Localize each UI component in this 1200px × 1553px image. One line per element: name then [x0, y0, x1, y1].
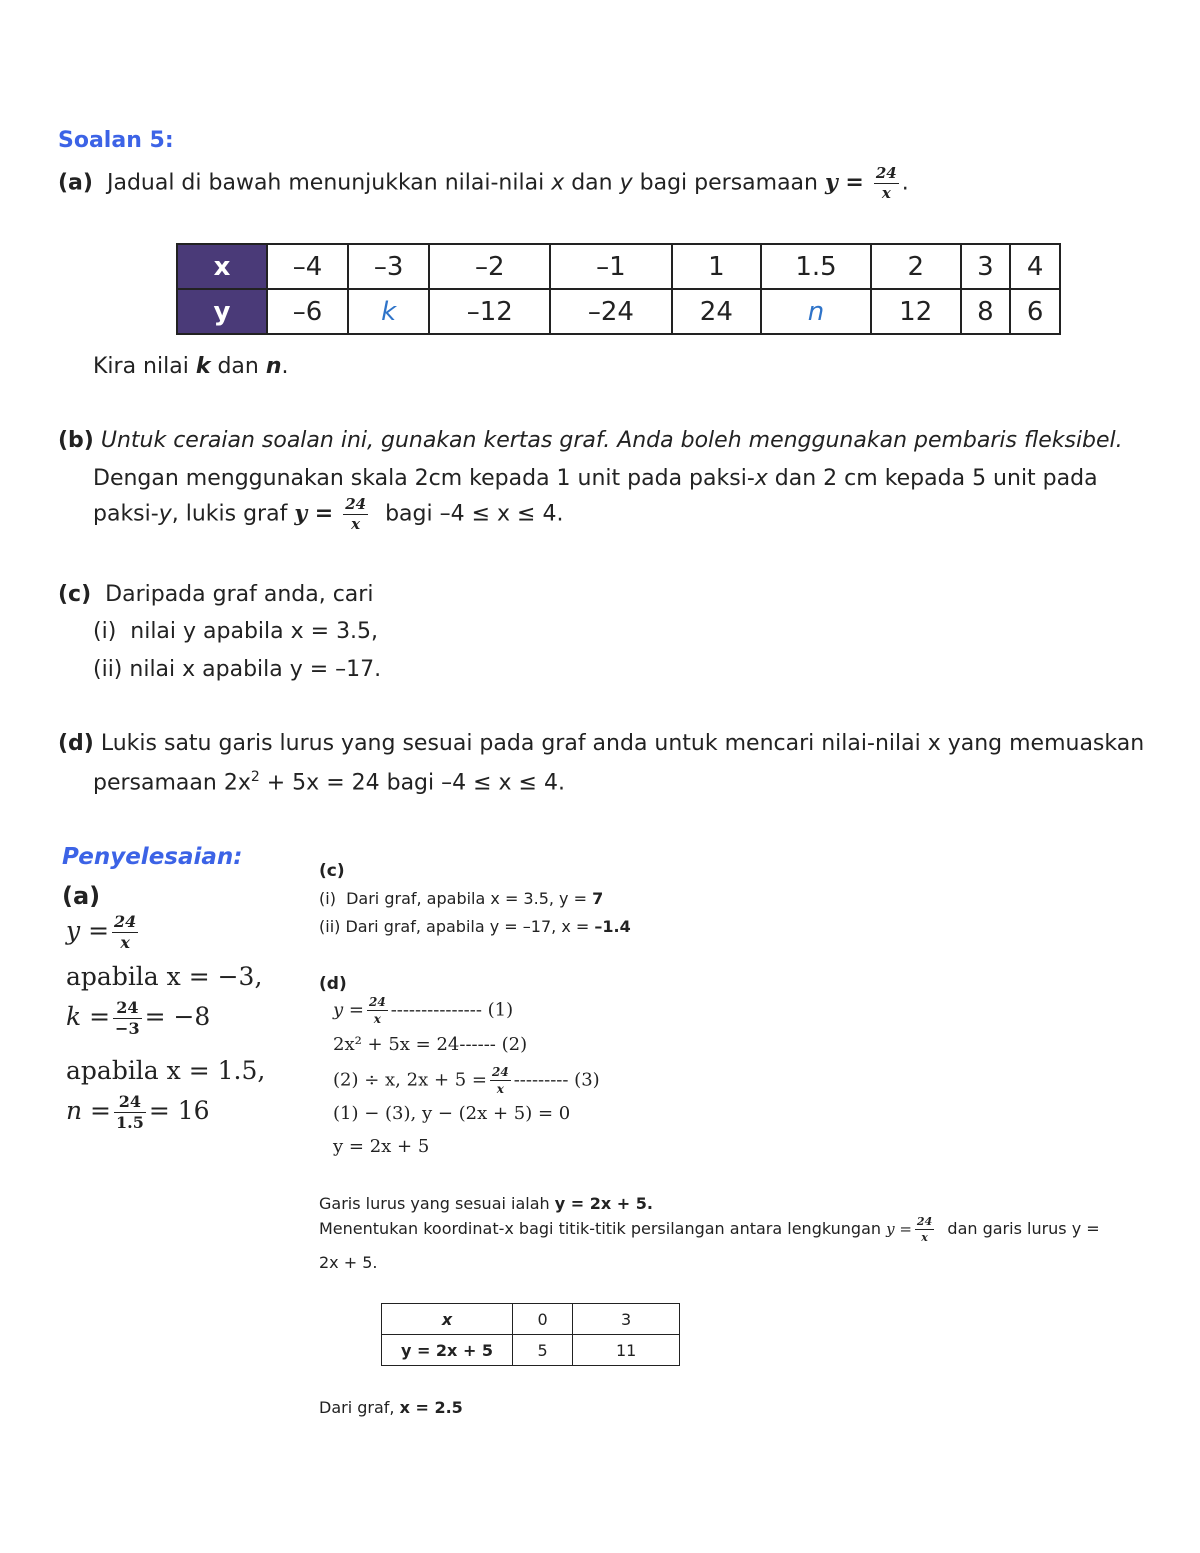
x-cell: 1 — [672, 244, 762, 289]
line-table-cell: 3 — [573, 1304, 680, 1335]
table-row-y — [177, 289, 1060, 334]
question-b-line3: paksi-y, lukis graf y = $\frac{24}{x}$ bagi –4 ≤ x ≤ 4. — [93, 495, 564, 533]
kira-text: Kira nilai k dan n. — [93, 354, 289, 379]
line-table-cell: 5 — [513, 1335, 573, 1366]
question-c-i: (i) nilai y apabila x = 3.5, — [93, 619, 379, 644]
y-cell: 6 — [1010, 289, 1060, 334]
table-row — [382, 1335, 680, 1366]
solution-menentukan-line2: 2x + 5. — [319, 1253, 378, 1272]
row-label-y: y — [177, 289, 267, 334]
question-c-label: (c) — [58, 582, 92, 607]
equation-fraction: $\frac{24}{x}$ — [875, 164, 897, 202]
solution-c-ii: (ii) Dari graf, apabila y = –17, x = –1.4 — [319, 917, 631, 936]
x-cell: 3 — [961, 244, 1011, 289]
x-cell: –2 — [429, 244, 550, 289]
solution-menentukan: Menentukan koordinat-x bagi titik-titik persilangan antara lengkungan y = $\frac{24}{x}$ dan garis lurus y = — [319, 1215, 1100, 1244]
solution-d3: (2) ÷ x, 2x + 5 = $\frac{24}{x}$ --------- (3) — [333, 1065, 600, 1096]
question-c-ii: (ii) nilai x apabila y = –17. — [93, 657, 382, 682]
question-a-label: (a) — [58, 170, 93, 196]
solution-c-i: (i) Dari graf, apabila x = 3.5, y = 7 — [319, 889, 604, 908]
solution-when1: apabila x = −3, — [66, 962, 263, 991]
question-b-label: (b) — [58, 428, 94, 453]
x-cell: 2 — [871, 244, 961, 289]
question-d: (d) Lukis satu garis lurus yang sesuai pada graf anda untuk mencari nilai-nilai x yang memuaskan — [58, 731, 1145, 756]
line-table-header-y: y = 2x + 5 — [382, 1335, 513, 1366]
y-cell-n: n — [761, 289, 871, 334]
question-a: (a) Jadual di bawah menunjukkan nilai-nilai x dan y bagi persamaan y = $\frac{24}{x}$ . — [58, 164, 909, 202]
line-table-header-x: x — [382, 1304, 513, 1335]
solution-d5: y = 2x + 5 — [333, 1136, 430, 1157]
y-cell: –6 — [267, 289, 348, 334]
table-row — [382, 1304, 680, 1335]
solution-garis: Garis lurus yang sesuai ialah y = 2x + 5. — [319, 1194, 653, 1213]
y-cell-k: k — [348, 289, 429, 334]
equation-y: y = — [824, 169, 864, 196]
question-b: (b) Untuk ceraian soalan ini, gunakan kertas graf. Anda boleh menggunakan pembaris fleksibel. — [58, 428, 1123, 453]
solution-d2: 2x² + 5x = 24------ (2) — [333, 1034, 528, 1055]
line-table-cell: 11 — [573, 1335, 680, 1366]
y-cell: 8 — [961, 289, 1011, 334]
solution-a-label: (a) — [62, 882, 101, 910]
y-cell: –24 — [550, 289, 671, 334]
x-cell: 4 — [1010, 244, 1060, 289]
line-table-cell: 0 — [513, 1304, 573, 1335]
x-cell: –4 — [267, 244, 348, 289]
question-c: (c) Daripada graf anda, cari — [58, 582, 374, 607]
solution-final: Dari graf, x = 2.5 — [319, 1398, 463, 1417]
y-cell: 24 — [672, 289, 762, 334]
solution-when2: apabila x = 1.5, — [66, 1056, 266, 1085]
solution-title: Penyelesaian: — [62, 844, 243, 870]
solution-d4: (1) − (3), y − (2x + 5) = 0 — [333, 1103, 571, 1124]
question-b-line2: Dengan menggunakan skala 2cm kepada 1 unit pada paksi-x dan 2 cm kepada 5 unit pada — [93, 466, 1098, 491]
table-row-x — [177, 244, 1060, 289]
solution-d-label: (d) — [319, 974, 347, 994]
solution-d1: y = $\frac{24}{x}$ --------------- (1) — [333, 995, 514, 1026]
y-cell: –12 — [429, 289, 550, 334]
solution-n: n = $\frac{24}{1.5}$ = 16 — [66, 1092, 210, 1132]
x-cell: –3 — [348, 244, 429, 289]
x-cell: –1 — [550, 244, 671, 289]
question-title: Soalan 5: — [58, 128, 174, 153]
solution-eq1: y = $\frac{24}{x}$ — [66, 912, 137, 952]
y-cell: 12 — [871, 289, 961, 334]
question-d-line2: persamaan $2x^2 + 5x = 24$ bagi –4 ≤ x ≤ 4. — [93, 769, 565, 796]
solution-c-label: (c) — [319, 861, 345, 881]
question-d-label: (d) — [58, 731, 94, 756]
row-label-x: x — [177, 244, 267, 289]
line-table — [381, 1303, 680, 1366]
x-cell: 1.5 — [761, 244, 871, 289]
solution-k: k = $\frac{24}{-3}$ = −8 — [66, 998, 211, 1038]
xy-table — [176, 243, 1061, 335]
